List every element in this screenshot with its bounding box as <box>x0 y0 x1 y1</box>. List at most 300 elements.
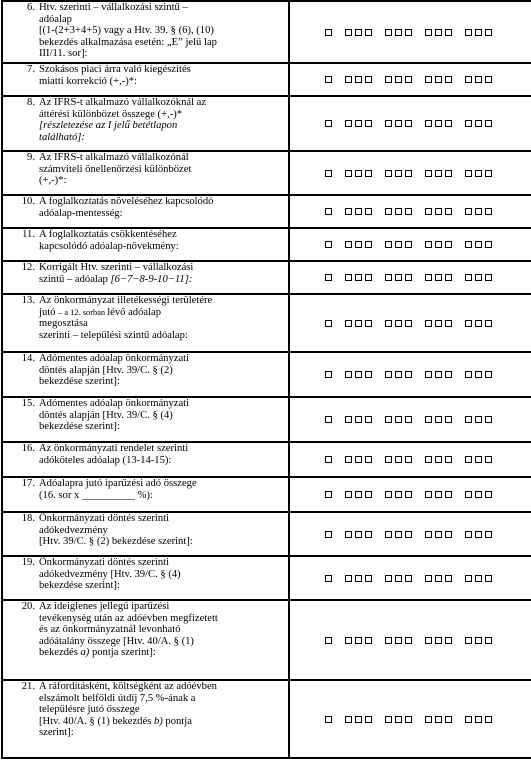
digit-box[interactable] <box>475 320 482 327</box>
digit-box[interactable] <box>325 274 332 281</box>
row-description <box>39 601 285 659</box>
digit-box[interactable] <box>445 76 452 83</box>
amount-entry-cell[interactable] <box>289 352 531 397</box>
digit-box[interactable] <box>425 241 432 248</box>
digit-group <box>343 29 373 36</box>
amount-entry-cell[interactable] <box>289 261 531 294</box>
digit-box[interactable] <box>385 456 392 463</box>
digit-box[interactable] <box>365 29 372 36</box>
digit-box[interactable] <box>485 241 492 248</box>
digit-box[interactable] <box>385 575 392 582</box>
digit-box[interactable] <box>475 29 482 36</box>
digit-box[interactable] <box>405 120 412 127</box>
digit-box[interactable] <box>405 456 412 463</box>
digit-box[interactable] <box>365 716 372 723</box>
digit-box[interactable] <box>485 320 492 327</box>
digit-group <box>343 575 373 582</box>
row-number: 9. <box>27 152 35 163</box>
digit-box[interactable] <box>385 76 392 83</box>
digit-group <box>423 76 453 83</box>
digit-box[interactable] <box>485 371 492 378</box>
digit-box[interactable] <box>425 29 432 36</box>
digit-group <box>383 29 413 36</box>
description-line <box>39 295 285 307</box>
digit-group <box>383 637 413 644</box>
digit-box[interactable] <box>395 76 402 83</box>
digit-box[interactable] <box>325 170 332 177</box>
digit-box[interactable] <box>435 120 442 127</box>
digit-box[interactable] <box>435 371 442 378</box>
form-row <box>2 397 531 442</box>
digit-box[interactable] <box>445 320 452 327</box>
amount-entry-cell[interactable] <box>289 195 531 228</box>
row-description <box>39 557 285 592</box>
digit-box[interactable] <box>435 637 442 644</box>
digit-box[interactable] <box>355 76 362 83</box>
amount-entry-cell[interactable] <box>289 228 531 261</box>
digit-group <box>323 456 333 463</box>
digit-box[interactable] <box>425 120 432 127</box>
digit-box[interactable] <box>405 531 412 538</box>
digit-box[interactable] <box>465 575 472 582</box>
digit-box[interactable] <box>325 637 332 644</box>
digit-group <box>323 716 333 723</box>
digit-box[interactable] <box>405 29 412 36</box>
digit-box[interactable] <box>485 208 492 215</box>
digit-box[interactable] <box>425 208 432 215</box>
digit-boxes[interactable] <box>290 274 531 281</box>
form-row <box>2 1 531 63</box>
text-segment: b) <box>153 715 163 727</box>
digit-box[interactable] <box>355 716 362 723</box>
digit-box[interactable] <box>405 371 412 378</box>
digit-box[interactable] <box>325 716 332 723</box>
digit-group <box>423 531 453 538</box>
form-row <box>2 477 531 512</box>
digit-box[interactable] <box>435 416 442 423</box>
digit-box[interactable] <box>445 208 452 215</box>
digit-box[interactable] <box>425 76 432 83</box>
digit-box[interactable] <box>405 274 412 281</box>
form-row <box>2 556 531 600</box>
digit-box[interactable] <box>385 416 392 423</box>
digit-box[interactable] <box>435 208 442 215</box>
digit-box[interactable] <box>365 637 372 644</box>
digit-group <box>383 456 413 463</box>
digit-box[interactable] <box>345 170 352 177</box>
digit-box[interactable] <box>485 29 492 36</box>
text-segment: döntés alapján [Htv. 39/C. § (2) <box>39 364 173 376</box>
digit-box[interactable] <box>365 170 372 177</box>
digit-box[interactable] <box>435 716 442 723</box>
digit-box[interactable] <box>425 170 432 177</box>
digit-box[interactable] <box>365 274 372 281</box>
digit-box[interactable] <box>325 575 332 582</box>
digit-box[interactable] <box>385 274 392 281</box>
digit-group <box>463 637 493 644</box>
digit-box[interactable] <box>385 491 392 498</box>
row-description <box>39 229 285 252</box>
description-line <box>39 76 285 88</box>
digit-box[interactable] <box>485 491 492 498</box>
digit-box[interactable] <box>475 371 482 378</box>
digit-box[interactable] <box>445 716 452 723</box>
digit-box[interactable] <box>325 208 332 215</box>
digit-box[interactable] <box>465 29 472 36</box>
digit-box[interactable] <box>475 416 482 423</box>
digit-box[interactable] <box>425 456 432 463</box>
digit-box[interactable] <box>435 456 442 463</box>
digit-boxes[interactable] <box>290 241 531 248</box>
digit-box[interactable] <box>355 29 362 36</box>
row-description <box>39 97 285 143</box>
digit-box[interactable] <box>405 575 412 582</box>
digit-box[interactable] <box>425 371 432 378</box>
text-segment: Önkormányzati döntés szerinti <box>39 557 170 568</box>
digit-box[interactable] <box>405 716 412 723</box>
description-line <box>39 229 285 241</box>
digit-box[interactable] <box>385 371 392 378</box>
digit-box[interactable] <box>395 29 402 36</box>
digit-boxes[interactable] <box>290 170 531 177</box>
digit-box[interactable] <box>355 531 362 538</box>
digit-box[interactable] <box>475 531 482 538</box>
digit-box[interactable] <box>395 241 402 248</box>
text-segment: található]: <box>39 131 85 143</box>
digit-box[interactable] <box>405 416 412 423</box>
digit-box[interactable] <box>325 76 332 83</box>
digit-box[interactable] <box>465 716 472 723</box>
digit-box[interactable] <box>445 371 452 378</box>
digit-box[interactable] <box>395 274 402 281</box>
digit-box[interactable] <box>435 29 442 36</box>
digit-boxes[interactable] <box>290 416 531 423</box>
digit-box[interactable] <box>395 716 402 723</box>
digit-box[interactable] <box>325 416 332 423</box>
text-segment: áttérési különbözet összege (+,-)* <box>39 108 183 120</box>
digit-box[interactable] <box>465 416 472 423</box>
digit-box[interactable] <box>355 320 362 327</box>
text-segment: szerint]: <box>39 727 74 739</box>
text-segment: lévő adóalap <box>107 306 162 318</box>
digit-box[interactable] <box>395 456 402 463</box>
digit-box[interactable] <box>445 637 452 644</box>
row-description <box>39 295 285 341</box>
digit-box[interactable] <box>425 416 432 423</box>
digit-box[interactable] <box>385 716 392 723</box>
digit-box[interactable] <box>345 274 352 281</box>
digit-group <box>343 320 373 327</box>
amount-entry-cell[interactable] <box>289 512 531 556</box>
digit-box[interactable] <box>475 241 482 248</box>
digit-box[interactable] <box>435 575 442 582</box>
digit-box[interactable] <box>425 274 432 281</box>
amount-entry-cell[interactable] <box>289 600 531 680</box>
digit-box[interactable] <box>345 371 352 378</box>
text-segment: pontja szerint]: <box>89 647 156 659</box>
digit-box[interactable] <box>485 170 492 177</box>
digit-box[interactable] <box>465 637 472 644</box>
digit-box[interactable] <box>405 208 412 215</box>
digit-box[interactable] <box>395 170 402 177</box>
digit-box[interactable] <box>395 416 402 423</box>
digit-box[interactable] <box>405 491 412 498</box>
digit-box[interactable] <box>475 76 482 83</box>
digit-box[interactable] <box>365 456 372 463</box>
digit-box[interactable] <box>355 491 362 498</box>
digit-box[interactable] <box>485 531 492 538</box>
form-rows <box>2 1 531 758</box>
digit-box[interactable] <box>465 120 472 127</box>
digit-box[interactable] <box>475 456 482 463</box>
digit-box[interactable] <box>395 491 402 498</box>
digit-box[interactable] <box>435 76 442 83</box>
digit-box[interactable] <box>365 241 372 248</box>
digit-boxes[interactable] <box>290 456 531 463</box>
amount-entry-cell[interactable] <box>289 294 531 352</box>
digit-box[interactable] <box>485 716 492 723</box>
description-line <box>39 307 285 319</box>
digit-box[interactable] <box>395 575 402 582</box>
digit-box[interactable] <box>475 170 482 177</box>
digit-box[interactable] <box>445 241 452 248</box>
row-number: 17. <box>21 478 35 489</box>
amount-entry-cell[interactable] <box>289 63 531 96</box>
digit-box[interactable] <box>325 531 332 538</box>
digit-box[interactable] <box>355 170 362 177</box>
digit-group <box>463 320 493 327</box>
digit-box[interactable] <box>355 241 362 248</box>
digit-boxes[interactable] <box>290 531 531 538</box>
digit-box[interactable] <box>345 120 352 127</box>
description-line <box>39 443 285 455</box>
digit-box[interactable] <box>345 208 352 215</box>
digit-box[interactable] <box>395 531 402 538</box>
text-segment: Önkormányzati döntés szerinti <box>39 513 170 524</box>
digit-boxes[interactable] <box>290 491 531 498</box>
digit-group <box>343 170 373 177</box>
digit-box[interactable] <box>405 241 412 248</box>
digit-box[interactable] <box>325 371 332 378</box>
digit-box[interactable] <box>365 416 372 423</box>
digit-boxes[interactable] <box>290 208 531 215</box>
digit-box[interactable] <box>475 120 482 127</box>
digit-box[interactable] <box>385 170 392 177</box>
digit-box[interactable] <box>485 416 492 423</box>
digit-group <box>423 170 453 177</box>
digit-box[interactable] <box>355 456 362 463</box>
digit-box[interactable] <box>365 120 372 127</box>
digit-box[interactable] <box>355 120 362 127</box>
digit-box[interactable] <box>355 637 362 644</box>
digit-boxes[interactable] <box>290 575 531 582</box>
text-segment: A foglalkoztatás csökkentéséhez <box>39 229 177 240</box>
digit-box[interactable] <box>425 491 432 498</box>
digit-boxes[interactable] <box>290 371 531 378</box>
row-description <box>39 262 285 285</box>
digit-box[interactable] <box>325 120 332 127</box>
amount-entry-cell[interactable] <box>289 556 531 600</box>
digit-box[interactable] <box>465 76 472 83</box>
digit-group <box>383 320 413 327</box>
digit-box[interactable] <box>465 170 472 177</box>
amount-entry-cell[interactable] <box>289 442 531 477</box>
digit-box[interactable] <box>465 531 472 538</box>
digit-box[interactable] <box>445 29 452 36</box>
row-number: 10. <box>21 196 35 207</box>
digit-box[interactable] <box>405 637 412 644</box>
digit-box[interactable] <box>405 170 412 177</box>
amount-entry-cell[interactable] <box>289 397 531 442</box>
digit-box[interactable] <box>465 274 472 281</box>
amount-entry-cell[interactable] <box>289 96 531 151</box>
description-line <box>39 64 285 76</box>
row-label-cell <box>2 151 289 195</box>
digit-box[interactable] <box>435 491 442 498</box>
digit-box[interactable] <box>475 491 482 498</box>
digit-box[interactable] <box>365 531 372 538</box>
digit-box[interactable] <box>425 531 432 538</box>
digit-box[interactable] <box>365 76 372 83</box>
digit-box[interactable] <box>435 320 442 327</box>
text-segment: számviteli önellenőrzési különbözet <box>39 163 192 175</box>
amount-entry-cell[interactable] <box>289 1 531 63</box>
amount-entry-cell[interactable] <box>289 680 531 758</box>
amount-entry-cell[interactable] <box>289 151 531 195</box>
text-segment: adóátalány összege [Htv. 40/A. § (1) <box>39 635 194 647</box>
digit-box[interactable] <box>355 274 362 281</box>
digit-box[interactable] <box>435 274 442 281</box>
digit-box[interactable] <box>395 320 402 327</box>
digit-box[interactable] <box>325 491 332 498</box>
digit-box[interactable] <box>355 208 362 215</box>
digit-box[interactable] <box>485 637 492 644</box>
text-segment: [(1-(2+3+4+5) vagy a Htv. 39. § (6), (10) <box>39 25 214 37</box>
digit-box[interactable] <box>395 637 402 644</box>
digit-box[interactable] <box>425 575 432 582</box>
digit-box[interactable] <box>445 416 452 423</box>
digit-box[interactable] <box>355 371 362 378</box>
digit-box[interactable] <box>385 120 392 127</box>
digit-box[interactable] <box>355 416 362 423</box>
digit-group <box>383 575 413 582</box>
digit-box[interactable] <box>425 637 432 644</box>
digit-box[interactable] <box>445 456 452 463</box>
digit-boxes[interactable] <box>290 76 531 83</box>
digit-box[interactable] <box>325 456 332 463</box>
digit-box[interactable] <box>345 575 352 582</box>
digit-box[interactable] <box>385 29 392 36</box>
digit-box[interactable] <box>485 120 492 127</box>
digit-box[interactable] <box>445 531 452 538</box>
tax-form-table <box>1 0 531 759</box>
digit-box[interactable] <box>345 491 352 498</box>
digit-box[interactable] <box>345 320 352 327</box>
digit-boxes[interactable] <box>290 716 531 723</box>
digit-box[interactable] <box>385 320 392 327</box>
digit-box[interactable] <box>325 29 332 36</box>
digit-boxes[interactable] <box>290 29 531 36</box>
digit-box[interactable] <box>465 241 472 248</box>
digit-box[interactable] <box>445 575 452 582</box>
digit-box[interactable] <box>425 716 432 723</box>
digit-box[interactable] <box>345 76 352 83</box>
digit-box[interactable] <box>485 575 492 582</box>
digit-box[interactable] <box>445 491 452 498</box>
digit-box[interactable] <box>445 274 452 281</box>
digit-box[interactable] <box>365 208 372 215</box>
digit-box[interactable] <box>345 29 352 36</box>
digit-box[interactable] <box>365 320 372 327</box>
digit-group <box>343 456 373 463</box>
digit-box[interactable] <box>325 241 332 248</box>
digit-box[interactable] <box>435 241 442 248</box>
digit-box[interactable] <box>405 320 412 327</box>
digit-box[interactable] <box>475 208 482 215</box>
digit-box[interactable] <box>445 120 452 127</box>
description-line <box>39 580 285 592</box>
digit-box[interactable] <box>475 575 482 582</box>
digit-box[interactable] <box>465 491 472 498</box>
digit-box[interactable] <box>365 491 372 498</box>
digit-group <box>463 575 493 582</box>
digit-group <box>343 274 373 281</box>
digit-box[interactable] <box>395 371 402 378</box>
digit-box[interactable] <box>465 208 472 215</box>
row-number: 7. <box>27 64 35 75</box>
digit-box[interactable] <box>345 716 352 723</box>
digit-box[interactable] <box>435 531 442 538</box>
digit-boxes[interactable] <box>290 120 531 127</box>
digit-box[interactable] <box>425 320 432 327</box>
digit-box[interactable] <box>465 371 472 378</box>
row-number: 15. <box>21 398 35 409</box>
digit-box[interactable] <box>485 76 492 83</box>
digit-box[interactable] <box>385 637 392 644</box>
digit-boxes[interactable] <box>290 637 531 644</box>
digit-box[interactable] <box>355 575 362 582</box>
digit-box[interactable] <box>435 170 442 177</box>
digit-box[interactable] <box>385 531 392 538</box>
digit-box[interactable] <box>405 76 412 83</box>
digit-box[interactable] <box>385 241 392 248</box>
digit-box[interactable] <box>465 456 472 463</box>
digit-box[interactable] <box>395 208 402 215</box>
digit-box[interactable] <box>345 416 352 423</box>
digit-box[interactable] <box>485 456 492 463</box>
digit-boxes[interactable] <box>290 320 531 327</box>
digit-box[interactable] <box>465 320 472 327</box>
text-segment: jutó <box>39 306 59 318</box>
digit-box[interactable] <box>475 274 482 281</box>
digit-box[interactable] <box>395 120 402 127</box>
digit-box[interactable] <box>345 241 352 248</box>
digit-box[interactable] <box>365 371 372 378</box>
digit-box[interactable] <box>345 456 352 463</box>
digit-box[interactable] <box>325 320 332 327</box>
amount-entry-cell[interactable] <box>289 477 531 512</box>
digit-box[interactable] <box>475 637 482 644</box>
digit-box[interactable] <box>345 637 352 644</box>
digit-box[interactable] <box>475 716 482 723</box>
digit-box[interactable] <box>485 274 492 281</box>
digit-group <box>383 491 413 498</box>
digit-box[interactable] <box>445 170 452 177</box>
digit-box[interactable] <box>385 208 392 215</box>
digit-group <box>323 76 333 83</box>
digit-box[interactable] <box>345 531 352 538</box>
digit-box[interactable] <box>365 575 372 582</box>
